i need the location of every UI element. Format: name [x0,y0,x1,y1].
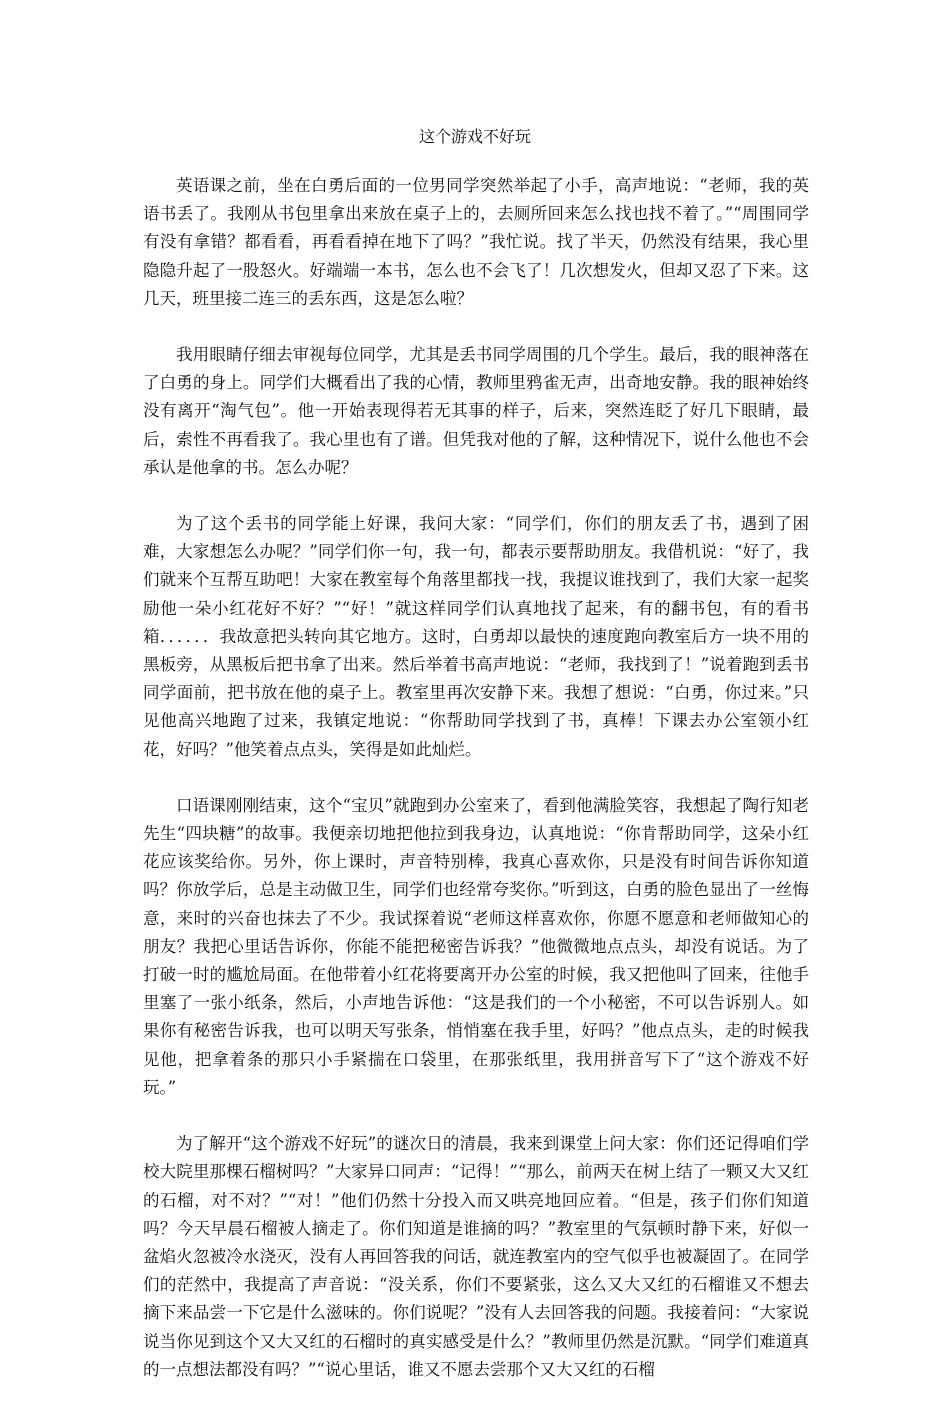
paragraph-1: 英语课之前，坐在白勇后面的一位男同学突然举起了小手，高声地说：“老师，我的英语书丢了。我刚从书包里拿出来放在桌子上的，去厕所回来怎么找也找不着了。”“周围同学有没有拿错？都看看，再看看掉在地下了吗？”我忙说。找了半天，仍然没有结果，我心里隐隐升起了一股怒火。好端端一本书，怎么也不会飞了！几次想发火，但却又忍了下来。这几天，班里接二连三的丢东西，这是怎么啦？ [143,176,809,308]
document-title: 这个游戏不好玩 [418,127,531,146]
paragraph-3: 为了这个丢书的同学能上好课，我问大家：“同学们，你们的朋友丢了书，遇到了困难，大家想怎么办呢？”同学们你一句，我一句，都表示要帮助朋友。我借机说：“好了，我们就来个互帮互助吧！大家在教室每个角落里都找一找，我提议谁找到了，我们大家一起奖励他一朵小红花好不好？”“好！”就这样同学们认真地找了起来，有的翻书包，有的看书箱．．．．．．我故意把头转向其它地方。这时，白勇却以最快的速度跑向教室后方一块不用的黑板旁，从黑板后把书拿了出来。然后举着书高声地说：“老师，我找到了！”说着跑到丢书同学面前，把书放在他的桌子上。教室里再次安静下来。我想了想说：“白勇，你过来。”只见他高兴地跑了过来，我镇定地说：“你帮助同学找到了书，真棒！下课去办公室领小红花，好吗？”他笑着点点头，笑得是如此灿烂。 [143,514,809,759]
paragraph-4: 口语课刚刚结束，这个“宝贝”就跑到办公室来了，看到他满脸笑容，我想起了陶行知老先生“四块糖”的故事。我便亲切地把他拉到我身边，认真地说：“你肯帮助同学，这朵小红花应该奖给你。另外，你上课时，声音特别棒，我真心喜欢你，只是没有时间告诉你知道吗？你放学后，总是主动做卫生，同学们也经常夸奖你。”听到这，白勇的脸色显出了一丝悔意，来时的兴奋也抹去了不少。我试探着说“老师这样喜欢你，你愿不愿意和老师做知心的朋友？我把心里话告诉你，你能不能把秘密告诉我？”他微微地点点头，却没有说话。为了打破一时的尴尬局面。在他带着小红花将要离开办公室的时候，我又把他叫了回来，往他手里塞了一张小纸条，然后，小声地告诉他：“这是我们的一个小秘密，不可以告诉别人。如果你有秘密告诉我，也可以明天写张条，悄悄塞在我手里，好吗？”他点点头，走的时候我见他，把拿着条的那只小手紧揣在口袋里，在那张纸里，我用拼音写下了“这个游戏不好玩。” [143,795,809,1097]
document-body [143,172,809,1412]
paragraph-2: 我用眼睛仔细去审视每位同学，尤其是丢书同学周围的几个学生。最后，我的眼神落在了白勇的身上。同学们大概看出了我的心情，教师里鸦雀无声，出奇地安静。我的眼神始终没有离开“淘气包”。他一开始表现得若无其事的样子，后来，突然连眨了好几下眼睛，最后，索性不再看我了。我心里也有了谱。但凭我对他的了解，这种情况下，说什么他也不会承认是他拿的书。怎么办呢？ [143,345,809,477]
paragraph-5: 为了解开“这个游戏不好玩”的谜次日的清晨，我来到课堂上问大家：你们还记得咱们学校大院里那棵石榴树吗？”大家异口同声：“记得！”“那么，前两天在树上结了一颗又大又红的石榴，对不对？”“对！”他们仍然十分投入而又哄亮地回应着。“但是，孩子们你们知道吗？今天早晨石榴被人摘走了。你们知道是谁摘的吗？”教室里的气氛顿时静下来，好似一盆焰火忽被冷水浇灭，没有人再回答我的问话，就连教室内的空气似乎也被凝固了。在同学们的茫然中，我提高了声音说：“没关系，你们不要紧张，这么又大又红的石榴谁又不想去摘下来品尝一下它是什么滋味的。你们说呢？”没有人去回答我的问题。我接着问：“大家说说当你见到这个又大又红的石榴时的真实感受是什么？”教师里仍然是沉默。“同学们难道真的一点想法都没有吗？”“说心里话，谁又不愿去尝那个又大又红的石榴 [143,1134,809,1379]
